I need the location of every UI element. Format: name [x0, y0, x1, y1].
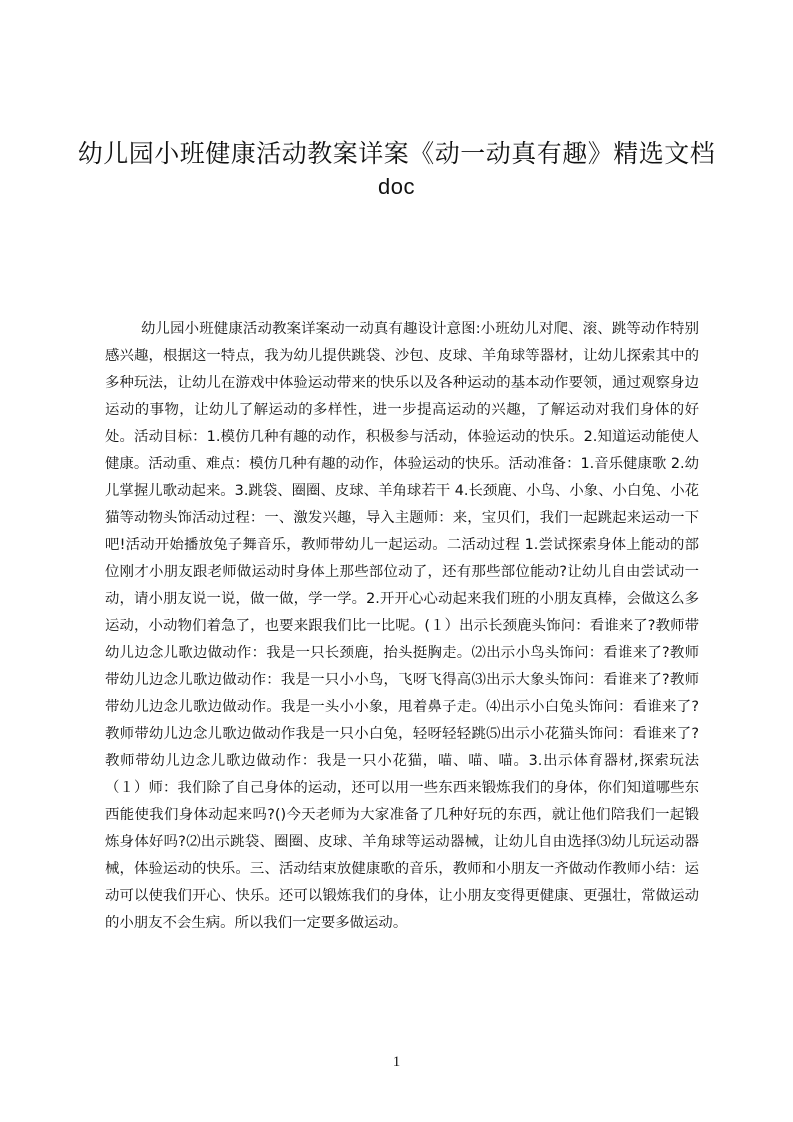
body-paragraph: 幼儿园小班健康活动教案详案动一动真有趣设计意图:小班幼儿对爬、滚、跳等动作特别感兴趣，根据这一特点，我为幼儿提供跳袋、沙包、皮球、羊角球等器材，让幼儿探索其中的多种玩法，让幼儿在游戏中体验运动带来的快乐以及各种运动的基本动作要领，通过观察身边运动的事物，让幼儿了解运动的多样性，进一步提高运动的兴趣，了解运动对我们身体的好处。活动目标：1.模仿几种有趣的动作，积极参与活动，体验运动的快乐。2.知道运动能使人健康。活动重、难点：模仿几种有趣的动作，体验运动的快乐。活动准备：1.音乐健康歌 2.幼儿掌握儿歌动起来。3.跳袋、圈圈、皮球、羊角球若干 4.长颈鹿、小鸟、小象、小白兔、小花猫等动物头饰活动过程：一、激发兴趣，导入主题师：来，宝贝们，我们一起跳起来运动一下吧!活动开始播放兔子舞音乐，教师带幼儿一起运动。二活动过程 1.尝试探索身体上能动的部位刚才小朋友跟老师做运动时身体上那些部位动了，还有那些部位能动?让幼儿自由尝试动一动，请小朋友说一说，做一做，学一学。2.开开心心动起来我们班的小朋友真棒，会做这么多运动，小动物们着急了，也要来跟我们比一比呢。(１）出示长颈鹿头饰问：看谁来了?教师带幼儿边念儿歌边做动作：我是一只长颈鹿，抬头挺胸走。⑵出示小鸟头饰问：看谁来了?教师带幼儿边念儿歌边做动作：我是一只小小鸟，飞呀飞得高⑶出示大象头饰问：看谁来了?教师带幼儿边念儿歌边做动作。我是一头小小象，甩着鼻子走。⑷出示小白兔头饰问：看谁来了?教师带幼儿边念儿歌边做动作我是一只小白兔，轻呀轻轻跳⑸出示小花猫头饰问：看谁来了?教师带幼儿边念儿歌边做动作：我是一只小花猫，喵、喵、喵。3.出示体育器材,探索玩法（１）师：我们除了自己身体的运动，还可以用一些东西来锻炼我们的身体，你们知道哪些东西能使我们身体动起来吗?()今天老师为大家准备了几种好玩的东西，就让他们陪我们一起锻炼身体好吗?⑵出示跳袋、圈圈、皮球、羊角球等运动器械，让幼儿自由选择⑶幼儿玩运动器械，体验运动的快乐。三、活动结束放健康歌的音乐，教师和小朋友一齐做动作教师小结：运动可以使我们开心、快乐。还可以锻炼我们的身体，让小朋友变得更健康、更强壮，常做运动的小朋友不会生病。所以我们一定要多做运动。 — [105, 321, 699, 931]
page-number: 1 — [392, 1054, 401, 1070]
document-title — [0, 137, 793, 203]
title-line-2: doc — [378, 174, 415, 199]
title-line-1: 幼儿园小班健康活动教案详案《动一动真有趣》精选文档 — [77, 139, 716, 168]
